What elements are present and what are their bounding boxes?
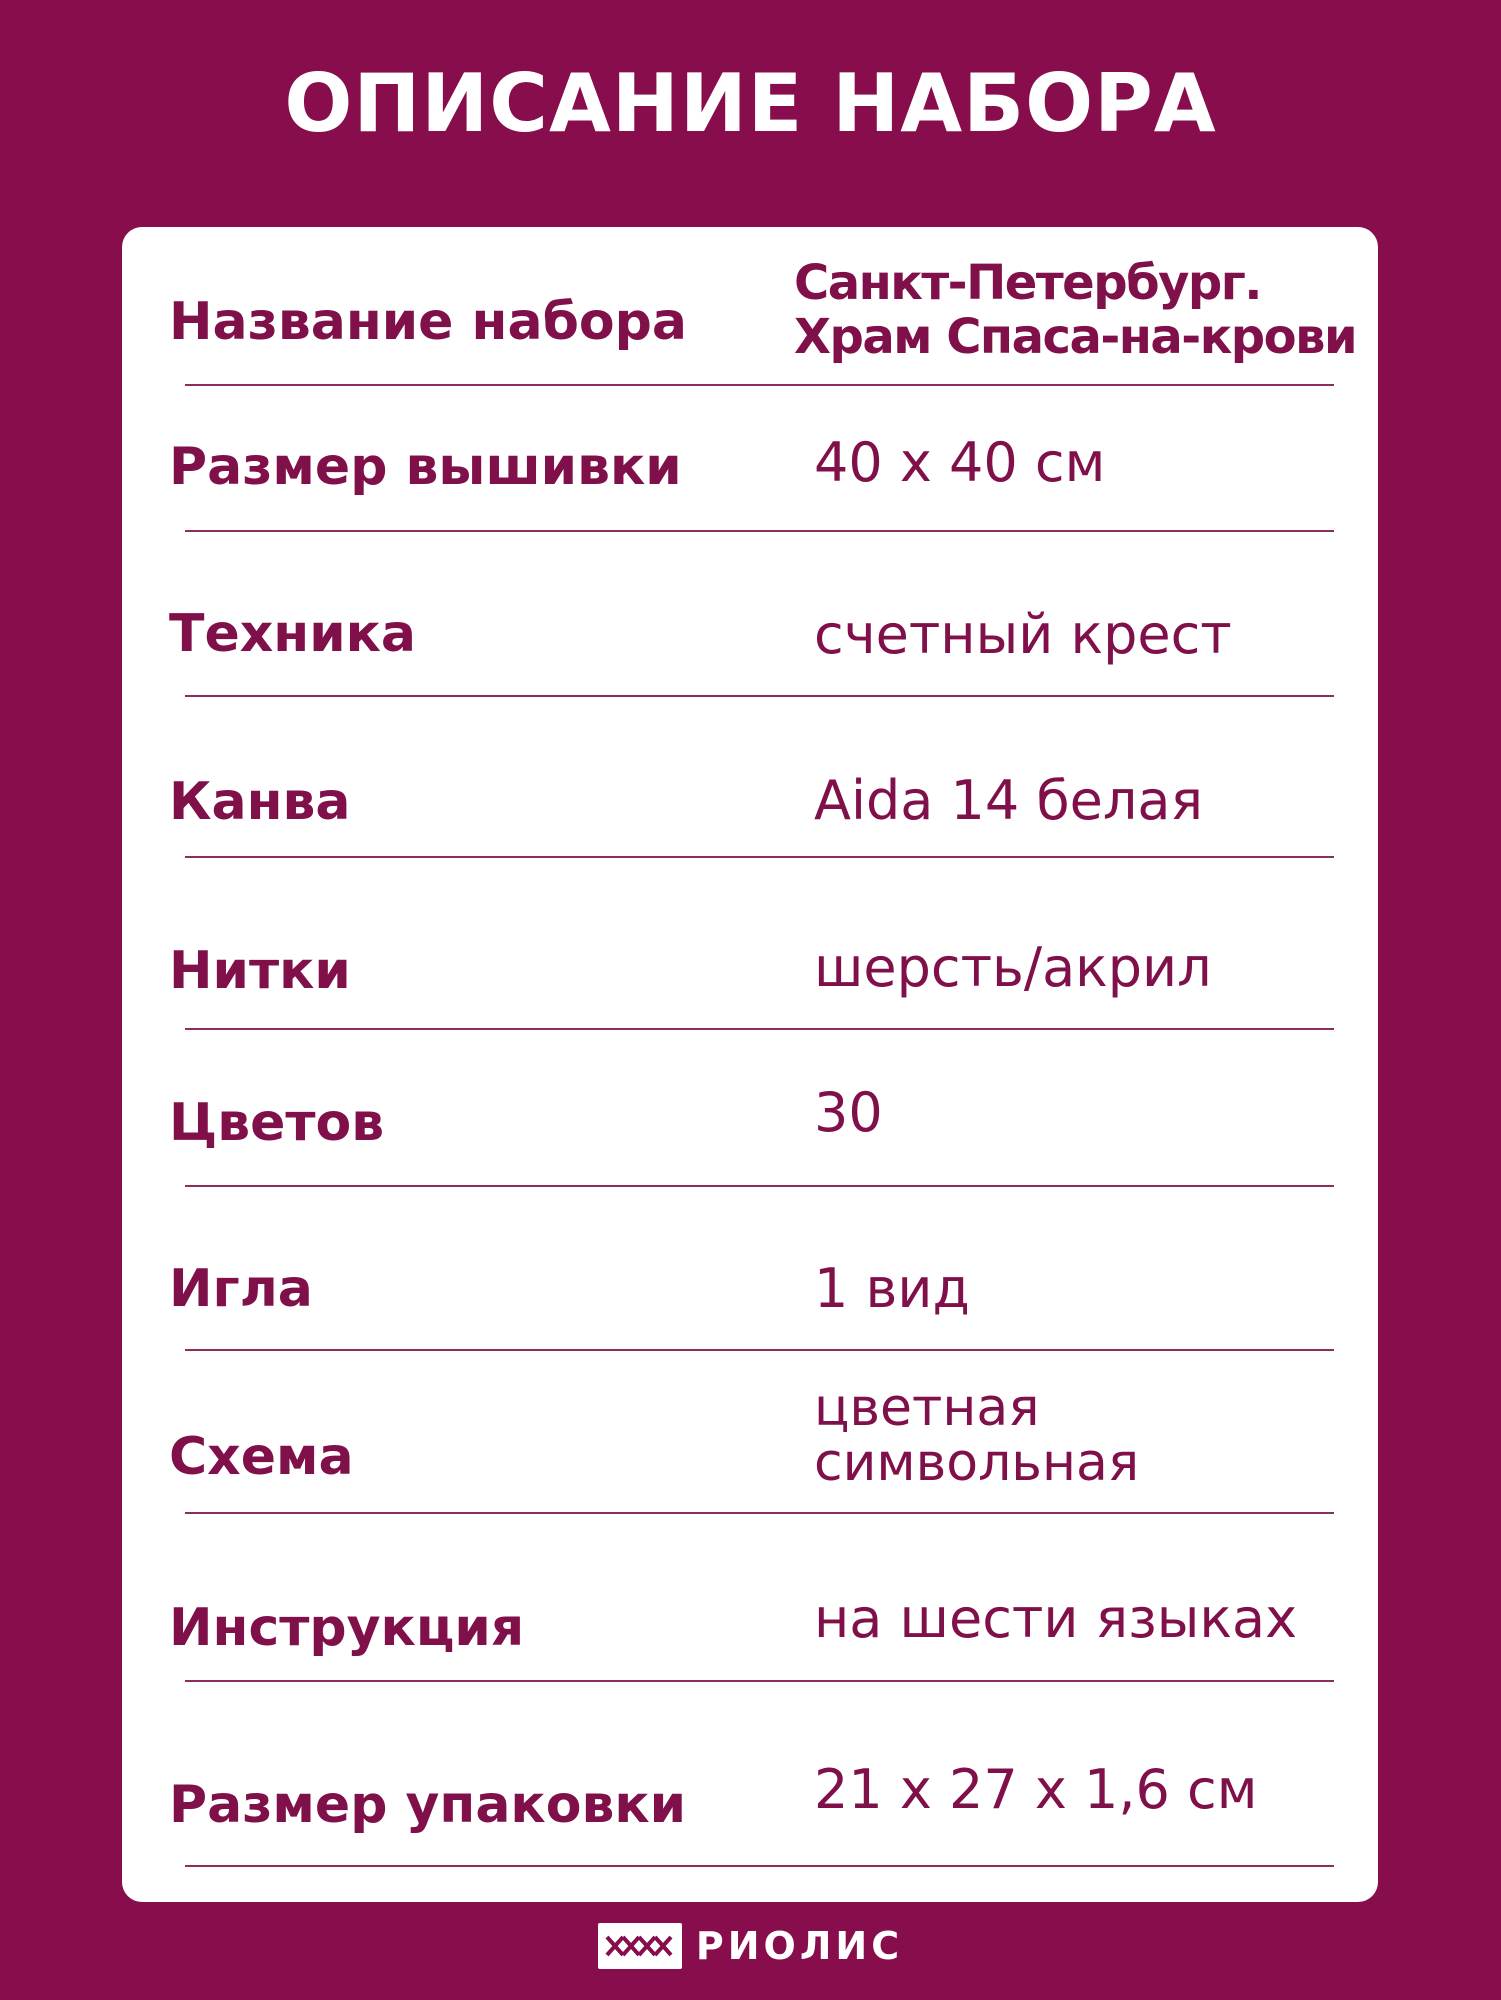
spec-card [122, 227, 1378, 1902]
divider [185, 1185, 1334, 1187]
riolis-logo-icon [598, 1923, 682, 1969]
spec-value-colors: 30 [814, 1081, 883, 1144]
spec-label-threads: Нитки [169, 941, 351, 1001]
divider [185, 1512, 1334, 1514]
page-title: ОПИСАНИЕ НАБОРА [284, 57, 1217, 150]
spec-value-needle: 1 вид [814, 1257, 970, 1320]
spec-label-canvas: Канва [169, 772, 351, 832]
spec-label-technique: Техника [169, 604, 417, 664]
spec-value-size: 40 х 40 см [814, 431, 1106, 494]
spec-value-package: 21 х 27 х 1,6 см [814, 1758, 1258, 1821]
footer-brand [0, 1918, 1501, 1974]
brand-name: РИОЛИС [695, 1924, 904, 1968]
spec-value-threads: шерсть/акрил [814, 936, 1212, 999]
spec-value-technique: счетный крест [814, 603, 1232, 666]
divider [185, 530, 1334, 532]
spec-value-canvas: Aida 14 белая [814, 769, 1203, 832]
spec-label-colors: Цветов [169, 1093, 385, 1153]
divider [185, 856, 1334, 858]
spec-value-name-line1: Санкт-Петербург. [794, 255, 1262, 311]
spec-label-scheme: Схема [169, 1427, 354, 1487]
divider [185, 695, 1334, 697]
divider [185, 1028, 1334, 1030]
spec-value-instruction: на шести языках [814, 1587, 1298, 1650]
divider [185, 384, 1334, 386]
spec-label-package: Размер упаковки [169, 1775, 687, 1835]
divider [185, 1865, 1334, 1867]
spec-label-name: Название набора [169, 292, 687, 352]
spec-label-instruction: Инструкция [169, 1598, 525, 1658]
spec-label-needle: Игла [169, 1259, 313, 1319]
spec-value-name-line2: Храм Спаса-на-крови [794, 309, 1357, 365]
divider [185, 1680, 1334, 1682]
spec-value-scheme-line2: символьная [814, 1433, 1140, 1493]
spec-label-size: Размер вышивки [169, 437, 682, 497]
divider [185, 1349, 1334, 1351]
spec-value-scheme-line1: цветная [814, 1378, 1040, 1438]
